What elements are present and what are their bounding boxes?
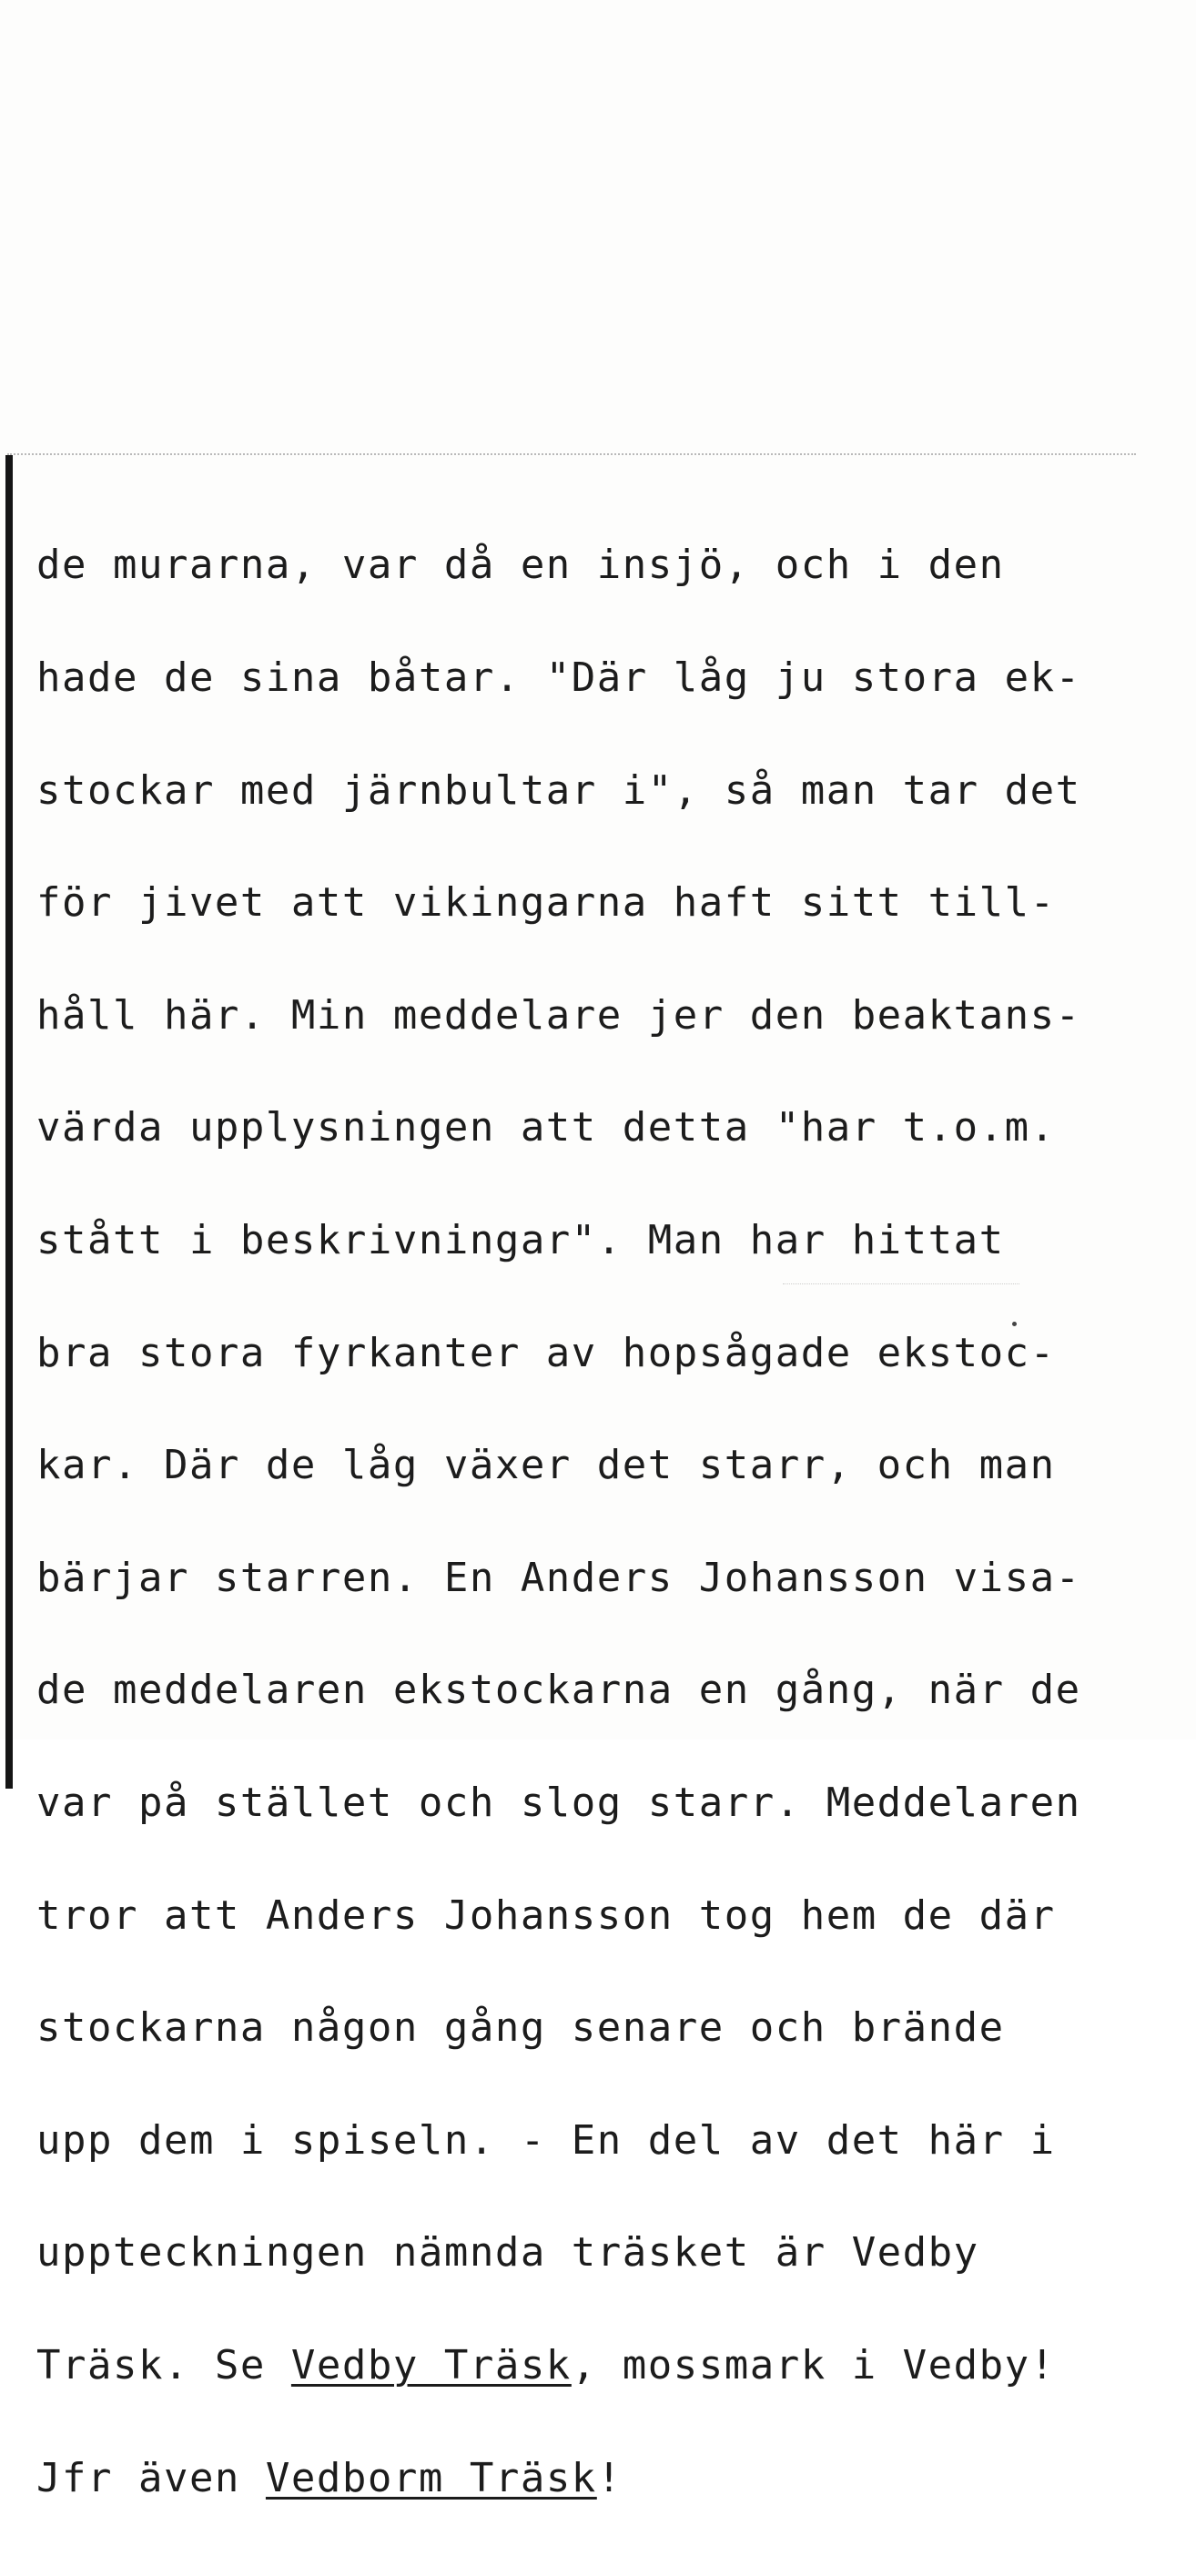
text-line-5: håll här. Min meddelare jer den beaktans-: [36, 991, 1081, 1039]
line-17-suffix: , mossmark i Vedby!: [571, 2341, 1056, 2388]
text-line-16: uppteckningen nämnda träsket är Vedby: [36, 2229, 979, 2277]
left-margin-rule: [5, 455, 13, 1789]
text-line-7: stått i beskrivningar". Man har hittat: [36, 1216, 1005, 1263]
top-divider: [7, 453, 1136, 455]
text-line-9: kar. Där de låg växer det starr, och man: [36, 1442, 1056, 1489]
text-line-14: stockarna någon gång senare och brände: [36, 2004, 1005, 2052]
line-18-suffix: !: [596, 2454, 623, 2501]
text-line-10: bärjar starren. En Anders Johansson visa-: [36, 1554, 1081, 1601]
text-line-8: bra stora fyrkanter av hopsågade ekstoc-: [36, 1329, 1056, 1376]
text-line-18: [36, 2454, 1183, 2501]
ink-speck: [1012, 1322, 1017, 1326]
text-line-17: [36, 2341, 1183, 2388]
text-line-12: var på stället och slog starr. Meddelaren: [36, 1779, 1081, 1826]
text-line-13: tror att Anders Johansson tog hem de där: [36, 1891, 1056, 1939]
faint-dotted-line: [783, 1283, 1019, 1284]
text-line-1: de murarna, var då en insjö, och i den: [36, 542, 1005, 589]
text-line-4: för jivet att vikingarna haft sitt till-: [36, 879, 1056, 927]
text-line-2: hade de sina båtar. "Där låg ju stora ek-: [36, 654, 1081, 701]
cross-reference-vedby-trask[interactable]: Vedby Träsk: [290, 2341, 572, 2388]
line-18-prefix: Jfr även: [36, 2454, 266, 2501]
text-line-11: de meddelaren ekstockarna en gång, när de: [36, 1667, 1081, 1714]
text-line-15: upp dem i spiseln. - En del av det här i: [36, 2116, 1056, 2164]
text-line-6: värda upplysningen att detta "har t.o.m.: [36, 1104, 1056, 1151]
cross-reference-vedborm-trask[interactable]: Vedborm Träsk: [265, 2454, 597, 2501]
text-line-3: stockar med järnbultar i", så man tar det: [36, 766, 1081, 814]
line-17-prefix: Träsk. Se: [36, 2341, 291, 2388]
typewritten-text: [36, 472, 1183, 2571]
